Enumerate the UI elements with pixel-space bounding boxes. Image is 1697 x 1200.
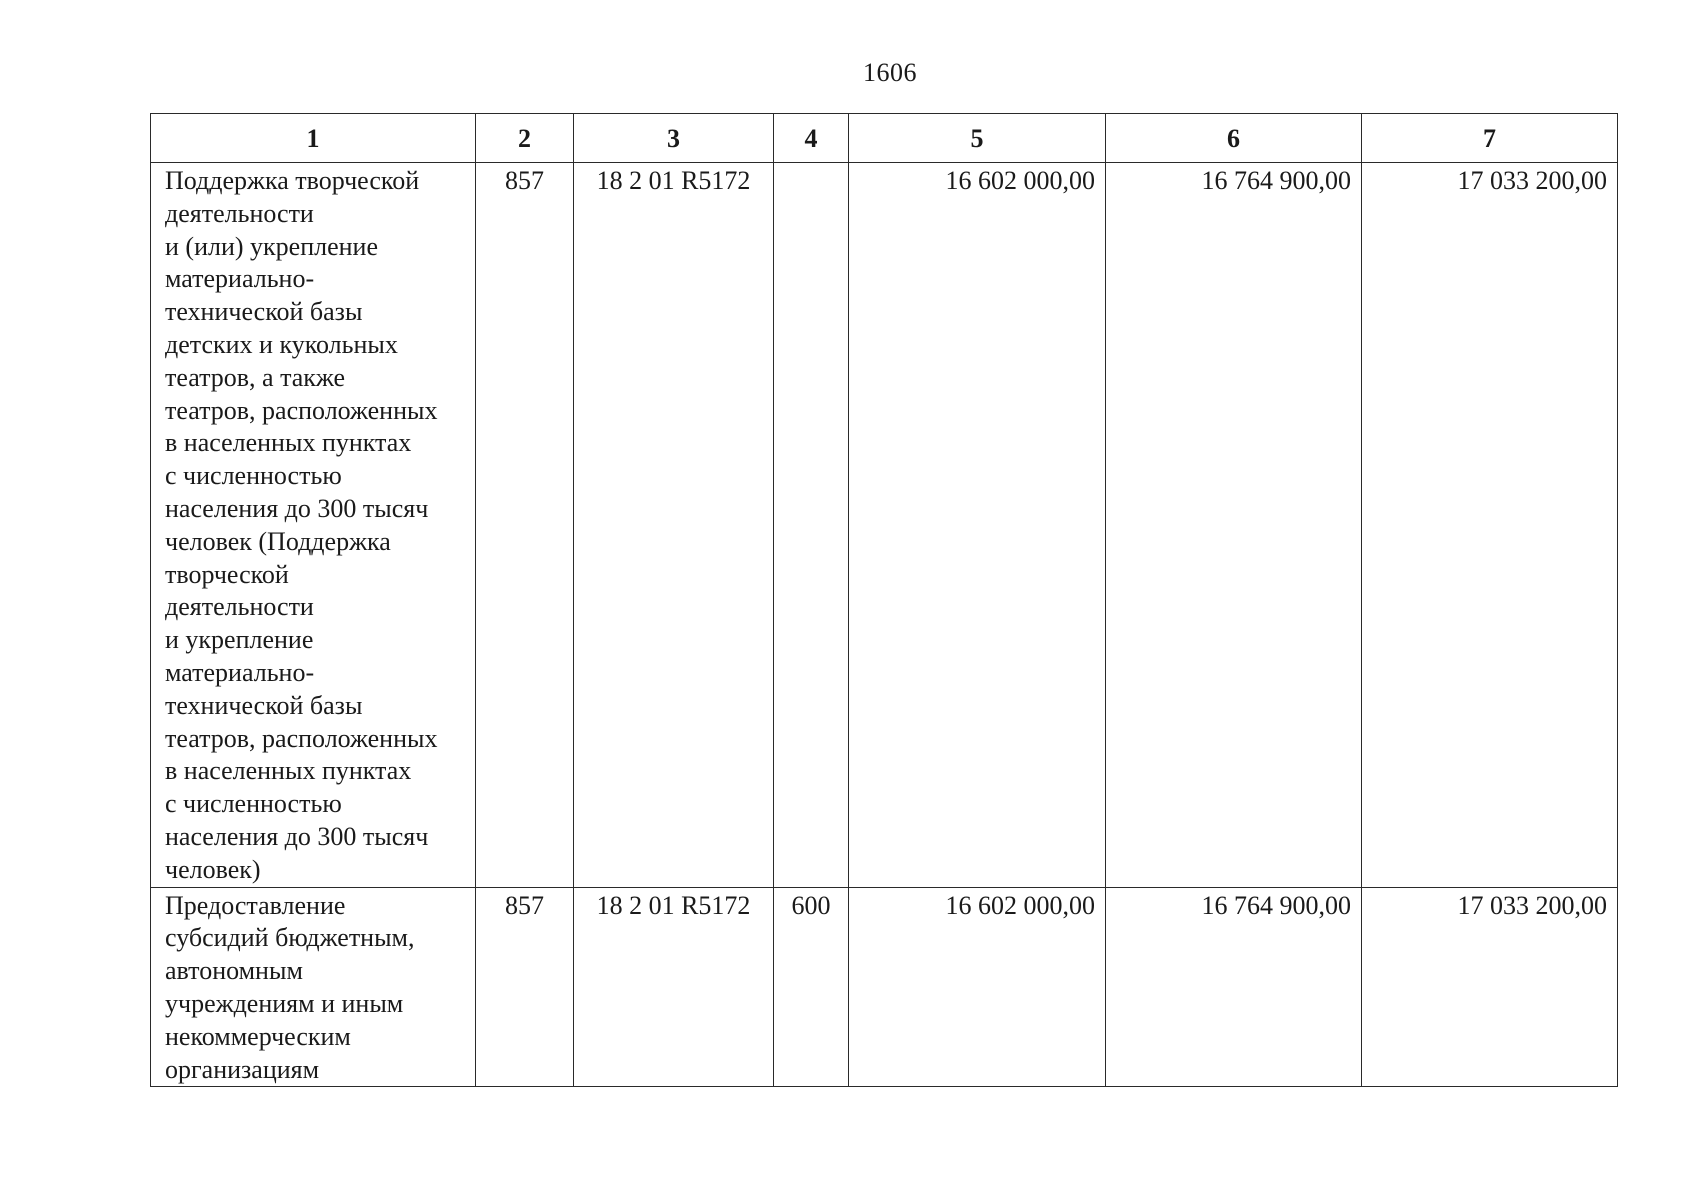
- description-line: детских и кукольных: [165, 329, 398, 359]
- description-line: в населенных пунктах: [165, 428, 412, 458]
- description-line: технической базы: [165, 297, 363, 327]
- budget-table: [150, 113, 1618, 1087]
- column-header-7: 7: [1362, 114, 1618, 163]
- description-line: населения до 300 тысяч: [165, 821, 429, 851]
- admin-code-cell: 857: [476, 163, 574, 888]
- description-line: творческой: [165, 559, 289, 589]
- description-line: деятельности: [165, 198, 314, 228]
- column-header-2: 2: [476, 114, 574, 163]
- amount-cell-col5: 16 602 000,00: [849, 887, 1106, 1087]
- expense-type-cell: [774, 163, 849, 888]
- row-description: [151, 887, 476, 1087]
- description-line: Поддержка творческой: [165, 166, 420, 195]
- table-row: [151, 887, 1618, 1087]
- description-line: театров, а также: [165, 362, 346, 392]
- description-line: человек (Поддержка: [165, 526, 391, 556]
- description-line: с численностью: [165, 461, 342, 491]
- description-line: населения до 300 тысяч: [165, 493, 429, 523]
- amount-cell-col7: 17 033 200,00: [1362, 887, 1618, 1087]
- column-header-5: 5: [849, 114, 1106, 163]
- header-row: [151, 114, 1618, 163]
- description-line: материально-: [165, 264, 315, 294]
- description-line: театров, расположенных: [165, 723, 438, 753]
- target-article-cell: 18 2 01 R5172: [574, 163, 774, 888]
- description-line: в населенных пунктах: [165, 756, 412, 786]
- page-number: 1606: [863, 58, 917, 87]
- admin-code-cell: 857: [476, 887, 574, 1087]
- column-header-3: 3: [574, 114, 774, 163]
- description-line: театров, расположенных: [165, 395, 438, 425]
- amount-cell-col5: 16 602 000,00: [849, 163, 1106, 888]
- description-line: материально-: [165, 657, 315, 687]
- amount-cell-col6: 16 764 900,00: [1106, 163, 1362, 888]
- description-line: учреждениям и иным: [165, 988, 404, 1018]
- description-line: технической базы: [165, 690, 363, 720]
- amount-cell-col7: 17 033 200,00: [1362, 163, 1618, 888]
- description-line: и укрепление: [165, 625, 314, 655]
- description-line: некоммерческим: [165, 1021, 351, 1051]
- description-line: человек): [165, 854, 261, 884]
- column-header-4: 4: [774, 114, 849, 163]
- description-line: субсидий бюджетным,: [165, 923, 415, 953]
- target-article-cell: 18 2 01 R5172: [574, 887, 774, 1087]
- description-line: деятельности: [165, 592, 314, 622]
- description-line: с численностью: [165, 789, 342, 819]
- description-line: автономным: [165, 956, 303, 986]
- description-line: организациям: [165, 1054, 320, 1084]
- column-header-1: 1: [151, 114, 476, 163]
- row-description: [151, 163, 476, 888]
- description-line: и (или) укрепление: [165, 231, 379, 261]
- expense-type-cell: 600: [774, 887, 849, 1087]
- table-row: [151, 163, 1618, 888]
- description-line: Предоставление: [165, 890, 346, 920]
- amount-cell-col6: 16 764 900,00: [1106, 887, 1362, 1087]
- column-header-6: 6: [1106, 114, 1362, 163]
